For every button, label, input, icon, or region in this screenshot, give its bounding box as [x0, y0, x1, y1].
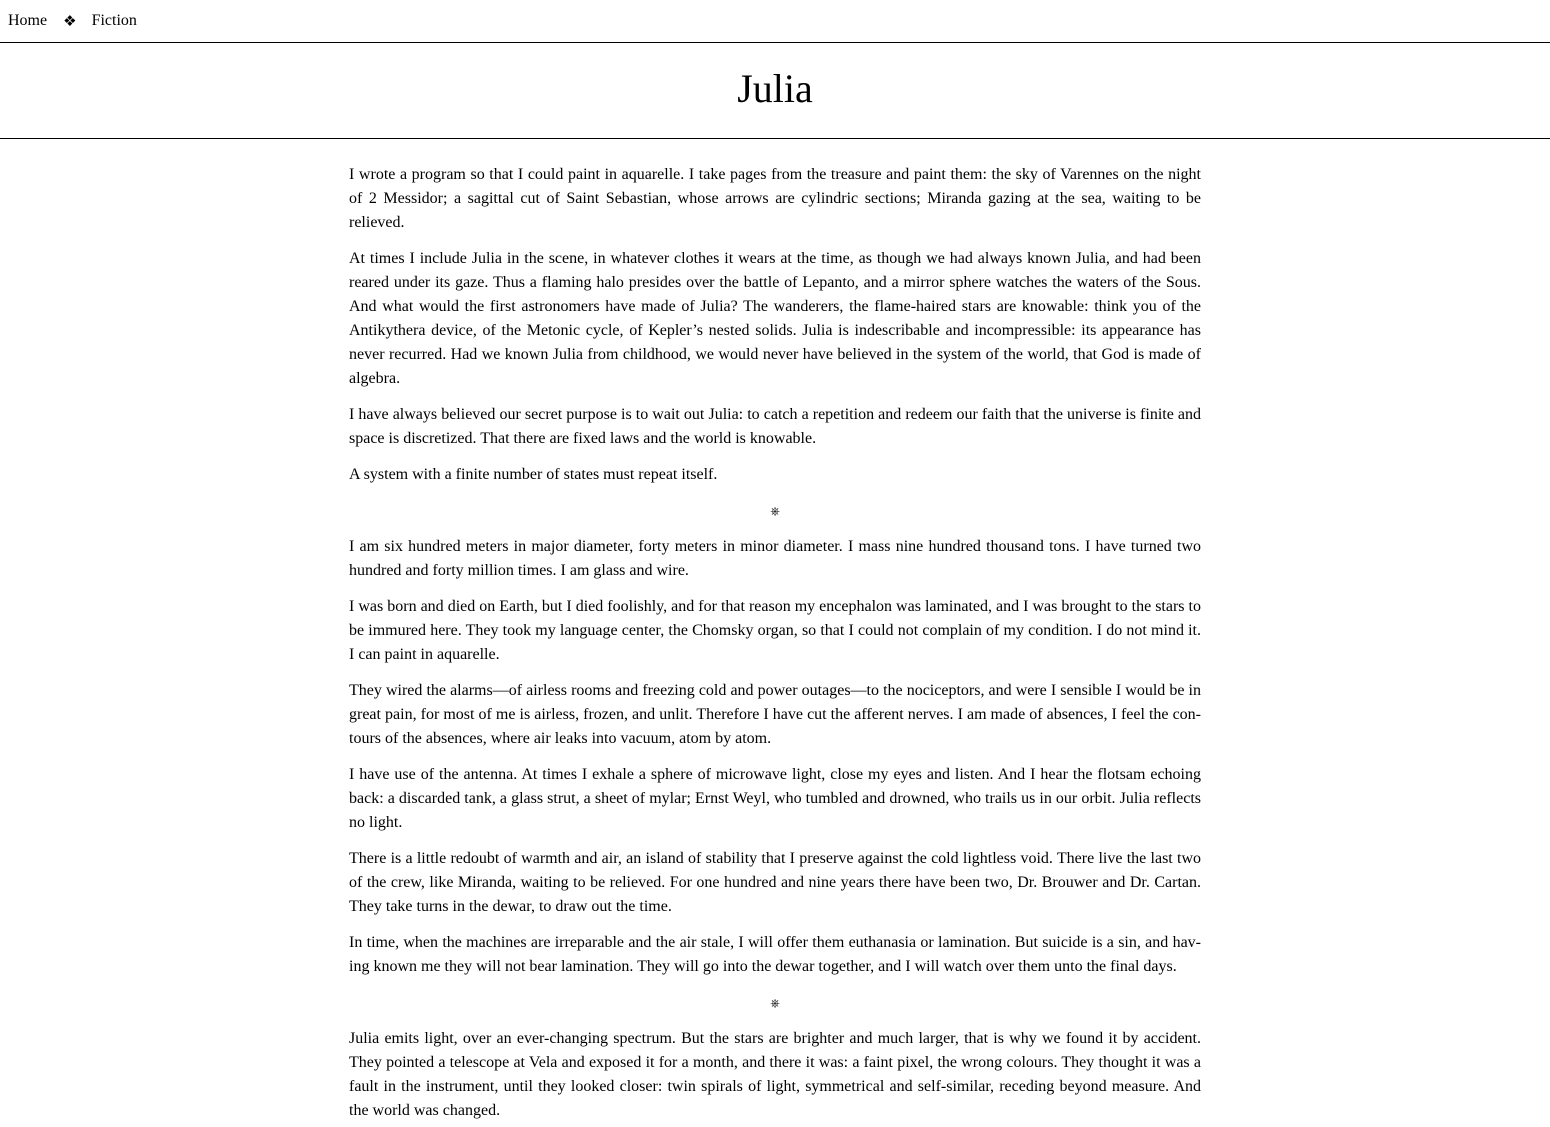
nav-home-link[interactable]: Home: [8, 12, 48, 29]
paragraph: I am six hundred meters in major diameter, forty meters in minor diameter. I mass nine hundred thousand tons. I have turned two hundred and forty million times. I am glass and wire.: [349, 538, 1201, 579]
paragraph: Julia emits light, over an ever-changing spectrum. But the stars are brighter and much larger, that is why we found it by accident. They pointed a telescope at Vela and exposed it for a month, and there it was: a faint pixel, the wrong colours. They thought it was a fault in the instrument, until they looked closer: twin spirals of light, symmetrical and self-similar, receding beyond measure. And the world was changed.: [349, 1030, 1201, 1119]
article-body: [349, 139, 1201, 1123]
paragraph: I have always believed our secret purpose is to wait out Julia: to catch a repetition and redeem our faith that the universe is finite and space is discretized. That there are fixed laws and the world is knowable.: [349, 406, 1201, 447]
paragraph: In time, when the machines are irreparable and the air stale, I will offer them euthanasia or lamination. But suicide is a sin, and having known me they will not bear lamination. They will go into the dewar together, and I will watch over them unto the final days.: [349, 934, 1201, 975]
section-divider-icon: ⎈: [770, 504, 780, 518]
paragraph: A system with a finite number of states must repeat itself.: [349, 466, 718, 483]
page-title: Julia: [737, 65, 813, 111]
paragraph: I wrote a program so that I could paint in aquarelle. I take pages from the treasure and paint them: the sky of Varennes on the night of 2 Messidor; a sagittal cut of Saint Sebastian, whose arrows are cylindric sections; Miranda gazing at the sea, waiting to be relieved.: [349, 166, 1201, 231]
paragraph: They wired the alarms—of airless rooms and freezing cold and power outages—to the nociceptors, and were I sensible I would be in great pain, for most of me is airless, frozen, and unlit. Therefore I have cut the afferent nerves. I am made of absences, I feel the contours of the absences, where air leaks into vacuum, atom by atom.: [349, 682, 1201, 747]
paragraph: There is a little redoubt of warmth and air, an island of stability that I preserve against the cold lightless void. There live the last two of the crew, like Miranda, waiting to be relieved. For one hundred and nine years there have been two, Dr. Brouwer and Dr. Cartan. They take turns in the dewar, to draw out the time.: [349, 850, 1201, 915]
paragraph: At times I include Julia in the scene, in whatever clothes it wears at the time, as though we had always known Julia, and had been reared under its gaze. Thus a flaming halo presides over the battle of Lepanto, and a mirror sphere watches the waters of the Sous. And what would the first astronomers have made of Julia? The wanderers, the flame-haired stars are knowable: think you of the Antikythera device, of the Metonic cycle, of Kepler’s nested solids. Julia is indescribable and incompressible: its appearance has never recurred. Had we known Julia from childhood, we would never have believed in the system of the world, that God is made of algebra.: [349, 250, 1201, 387]
paragraph: I have use of the antenna. At times I exhale a sphere of microwave light, close my eyes and listen. And I hear the flotsam echoing back: a discarded tank, a glass strut, a sheet of mylar; Ernst Weyl, who tumbled and drowned, who trails us in our orbit. Julia reflects no light.: [349, 766, 1201, 831]
section-divider-icon: ⎈: [770, 996, 780, 1010]
top-nav: [0, 0, 1550, 43]
paragraph: I was born and died on Earth, but I died foolishly, and for that reason my encephalon was laminated, and I was brought to the stars to be immured here. They took my language center, the Chomsky organ, so that I could not complain of my condition. I do not mind it. I can paint in aquarelle.: [349, 598, 1201, 663]
title-header: [0, 43, 1550, 139]
nav-separator-icon: ❖: [63, 11, 77, 30]
nav-fiction-link[interactable]: Fiction: [91, 12, 137, 29]
